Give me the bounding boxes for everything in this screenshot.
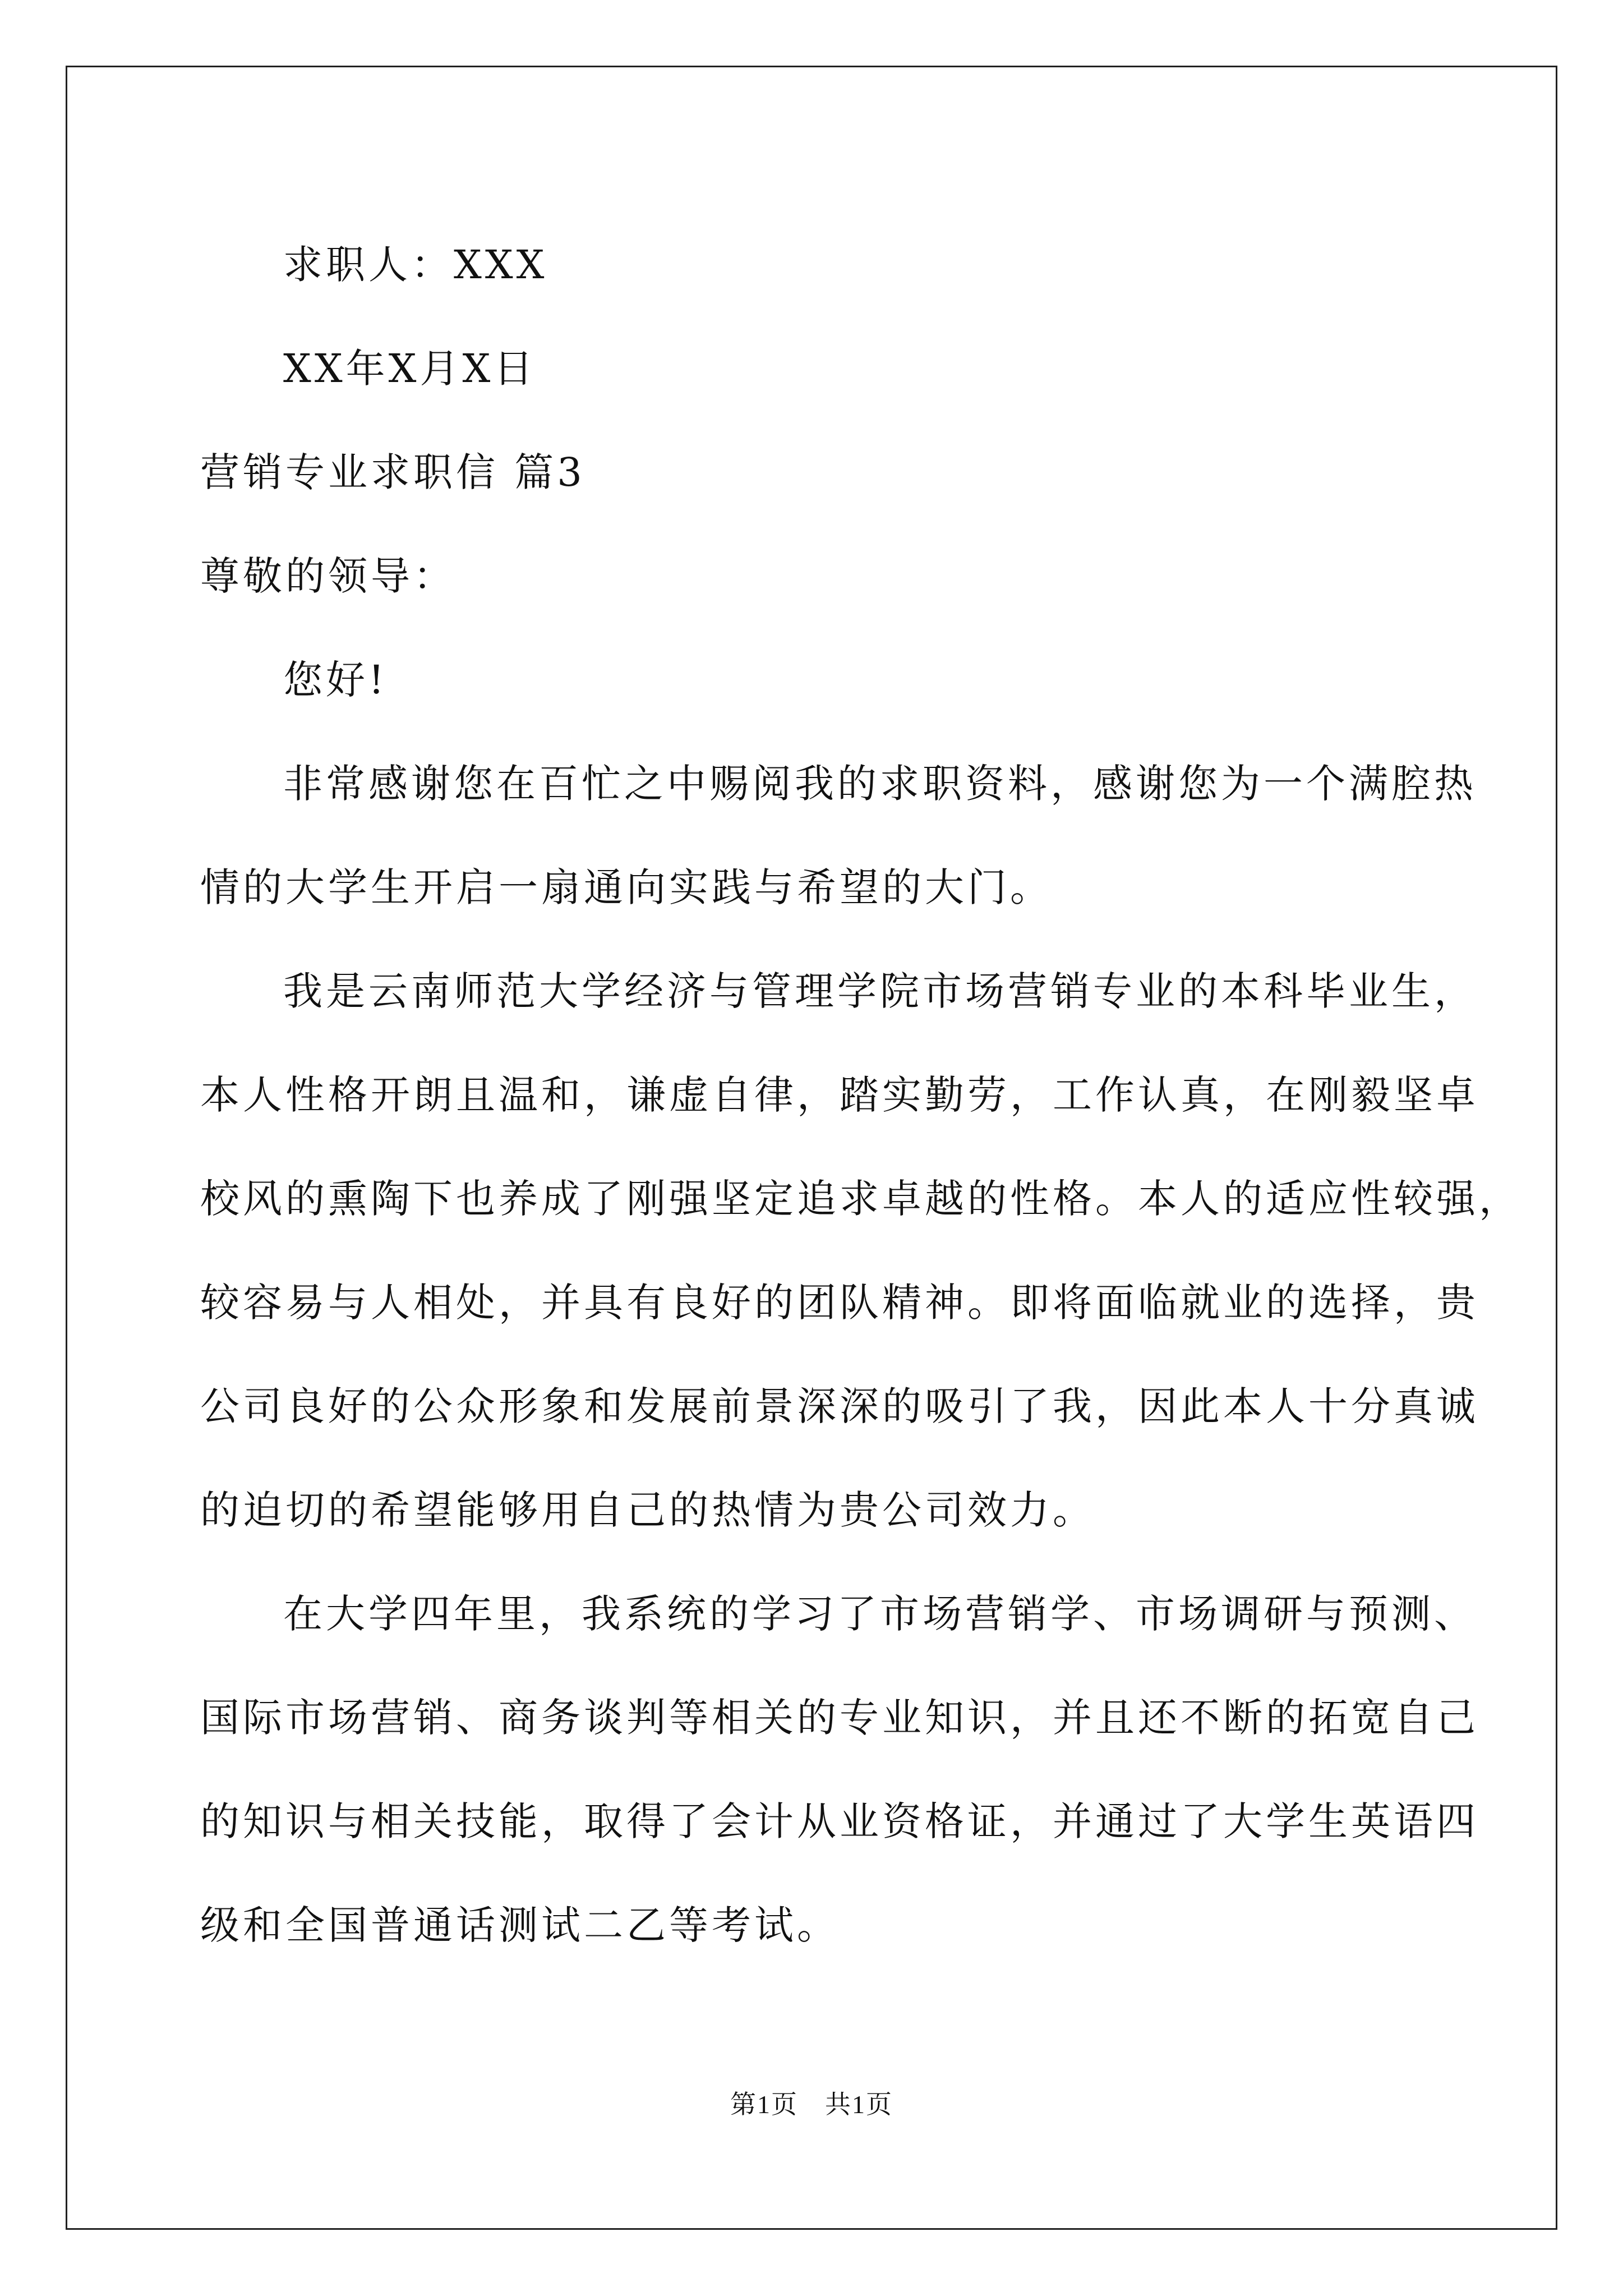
paragraph-line: 的迫切的希望能够用自己的热情为贵公司效力。 [200, 1487, 1095, 1533]
applicant-signature-line: 求职人：XXX [283, 242, 548, 288]
document-body [200, 213, 1521, 1977]
section-heading: 营销专业求职信 篇3 [200, 449, 585, 495]
paragraph-line: 国际市场营销、商务谈判等相关的专业知识，并且还不断的拓宽自己 [200, 1695, 1479, 1741]
paragraph-line: 公司良好的公众形象和发展前景深深的吸引了我，因此本人十分真诚 [200, 1383, 1479, 1429]
paragraph-line: 非常感谢您在百忙之中赐阅我的求职资料，感谢您为一个满腔热 [283, 761, 1477, 807]
paragraph-line: 较容易与人相处，并具有良好的团队精神。即将面临就业的选择，贵 [200, 1280, 1479, 1326]
page-number-footer: 第1页 共1页 [730, 2090, 893, 2119]
greeting: 您好! [283, 657, 388, 703]
paragraph-line: 校风的熏陶下也养成了刚强坚定追求卓越的性格。本人的适应性较强， [200, 1176, 1521, 1222]
date-line: XX年X月X日 [283, 346, 537, 392]
paragraph-line: 在大学四年里，我系统的学习了市场营销学、市场调研与预测、 [283, 1591, 1477, 1637]
paragraph-line: 本人性格开朗且温和，谦虚自律，踏实勤劳，工作认真，在刚毅坚卓 [200, 1072, 1479, 1118]
paragraph-line: 的知识与相关技能，取得了会计从业资格证，并通过了大学生英语四 [200, 1798, 1479, 1844]
paragraph-line: 我是云南师范大学经济与管理学院市场营销专业的本科毕业生， [283, 968, 1477, 1014]
paragraph-line: 情的大学生开启一扇通向实践与希望的大门。 [200, 864, 1053, 910]
salutation: 尊敬的领导： [200, 553, 456, 599]
paragraph-line: 级和全国普通话测试二乙等考试。 [200, 1902, 840, 1948]
